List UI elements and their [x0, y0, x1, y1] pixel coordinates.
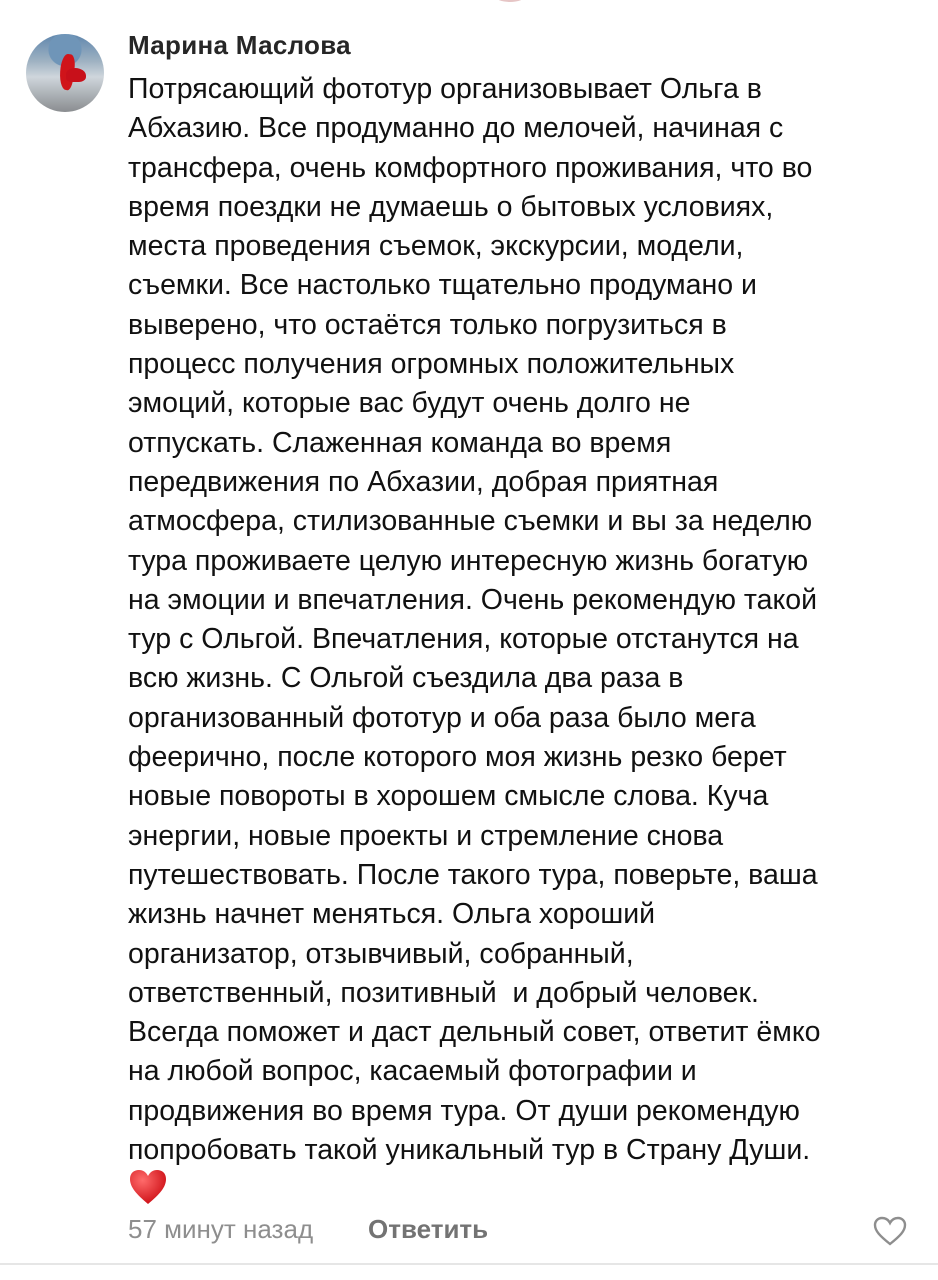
comment-text-line: тура проживаете целую интересную жизнь богатую [128, 544, 809, 577]
author-name[interactable]: Марина Маслова [128, 30, 351, 60]
comment-text-line: энергии, новые проекты и стремление снова [128, 819, 724, 852]
comment-timestamp: 57 минут назад [128, 1214, 314, 1244]
comment-text-line: трансфера, очень комфортного проживания, что во [128, 151, 813, 184]
comment-text-line: атмосфера, стилизованные съемки и вы за неделю [128, 505, 813, 538]
comment-text-line: новые повороты в хорошем смысле слова. Куча [128, 780, 769, 813]
comment-text-line: время поездки не думаешь о бытовых условиях, [128, 190, 774, 223]
comment-text-line: на любой вопрос, касаемый фотографии и [128, 1055, 697, 1088]
comment-text-line: организованный фототур и оба раза было мега [128, 701, 756, 734]
comment-text [128, 70, 821, 1170]
comment-text-line: ответственный, позитивный и добрый человек. [128, 976, 759, 1009]
comment-text-line: Потрясающий фототур организовывает Ольга в [128, 73, 762, 105]
comment-text-line: организатор, отзывчивый, собранный, [128, 937, 634, 970]
top-edge-fragment [495, 0, 525, 2]
comment-text-line: передвижения по Абхазии, добрая приятная [128, 465, 719, 498]
heart-outline-icon[interactable] [873, 1216, 907, 1246]
comment-text-line: тур с Ольгой. Впечатления, которые отстанутся на [128, 623, 799, 656]
comment-text-line: съемки. Все настолько тщательно продумано и [128, 269, 757, 302]
comment-text-line: места проведения съемок, экскурсии, модели, [128, 230, 744, 263]
comment-text-line: продвижения во время тура. От души рекомендую [128, 1094, 800, 1127]
comment-text-line: путешествовать. После такого тура, поверьте, ваша [128, 858, 818, 891]
comment-text-line: на эмоции и впечатления. Очень рекомендую такой [128, 583, 818, 616]
red-heart-emoji-icon [128, 1168, 168, 1206]
avatar[interactable] [26, 34, 104, 112]
divider [0, 1263, 938, 1265]
comment-text-line: эмоций, которые вас будут очень долго не [128, 387, 691, 420]
comment-text-line: жизнь начнет меняться. Ольга хороший [128, 898, 656, 931]
comment-text-line: попробовать такой уникальный тур в Страну Души. [128, 1134, 811, 1167]
comment-text-line: отпускать. Слаженная команда во время [128, 426, 672, 459]
reply-button[interactable]: Ответить [368, 1214, 489, 1244]
comment-text-line: Всегда поможет и даст дельный совет, ответит ёмко [128, 1016, 821, 1049]
comment-text-line: феерично, после которого моя жизнь резко берет [128, 741, 787, 774]
comment-text-line: Абхазию. Все продуманно до мелочей, начиная с [128, 112, 784, 145]
avatar-dress [66, 68, 86, 82]
comment-text-line: выверено, что остаётся только погрузиться в [128, 308, 727, 341]
comment-text-line: процесс получения огромных положительных [128, 348, 735, 381]
comment-text-line: всю жизнь. С Ольгой съездила два раза в [128, 662, 684, 695]
